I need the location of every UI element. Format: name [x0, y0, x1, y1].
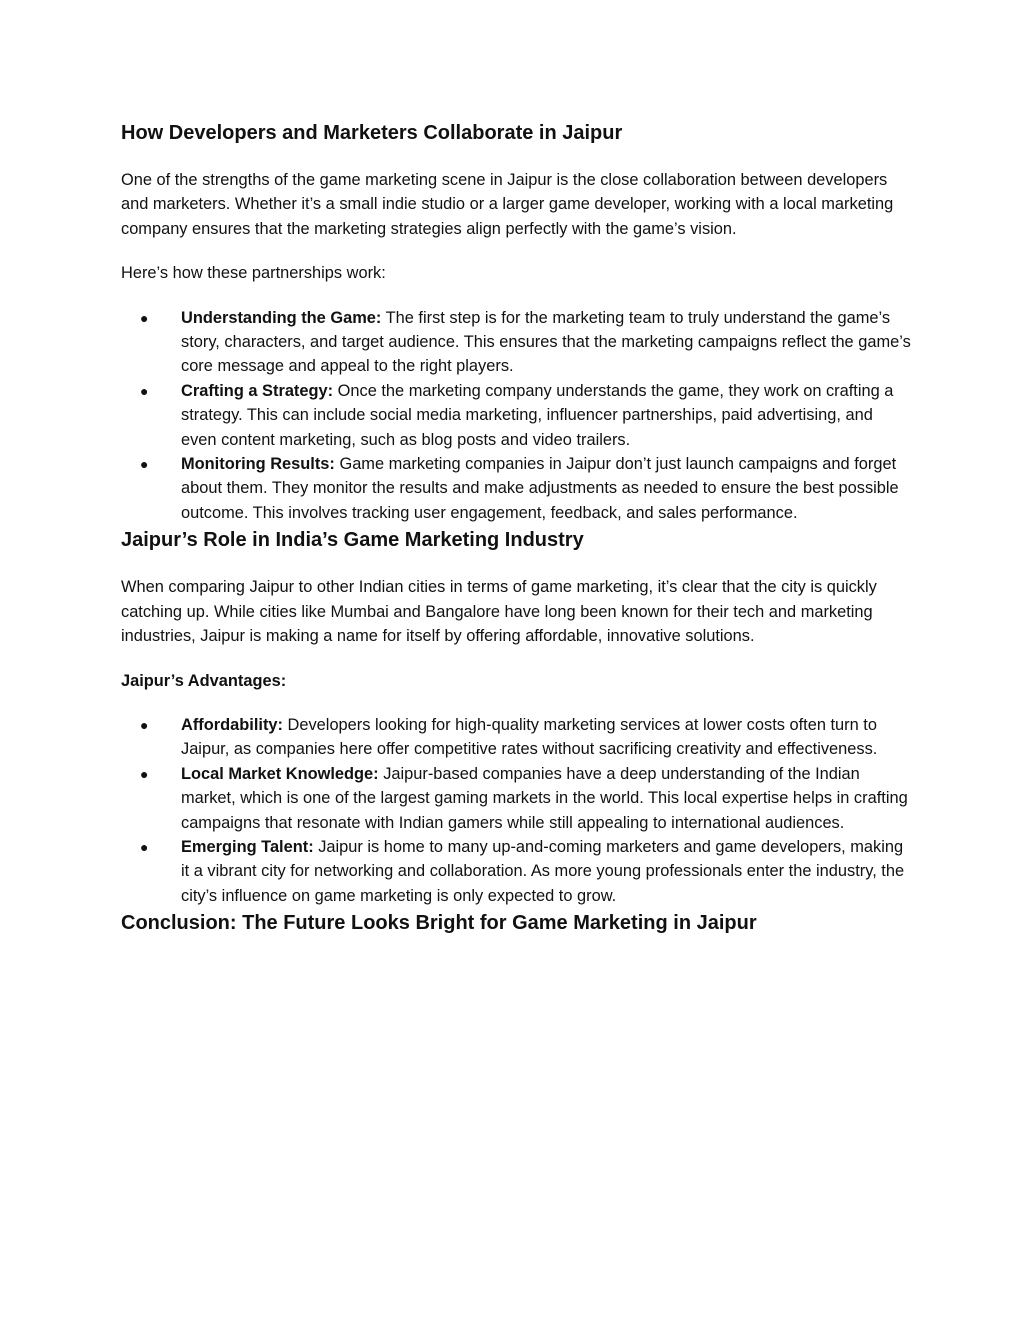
list-item: [121, 762, 911, 835]
list-item-text: Jaipur-based companies have a deep understanding of the Indian market, which is one of the largest gaming markets in the world. This local expertise helps in crafting campaigns that resonate with Indian gamers while still appealing to international audiences.: [181, 764, 908, 832]
list-item: [121, 835, 911, 908]
bullet-icon: ●: [140, 765, 149, 782]
list-item: [121, 452, 911, 525]
paragraph-partnerships-lead: Here’s how these partnerships work:: [121, 264, 386, 283]
bullet-icon: ●: [140, 838, 149, 855]
bullet-icon: ●: [140, 716, 149, 733]
subheading-advantages: Jaipur’s Advantages:: [121, 671, 287, 690]
advantages-list: [121, 713, 911, 908]
list-item-text: Once the marketing company understands the game, they work on crafting a strategy. This can include social media marketing, influencer partnerships, paid advertising, and even content marketing, such as blog posts and video trailers.: [181, 381, 894, 449]
section-heading-conclusion: Conclusion: The Future Looks Bright for Game Marketing in Jaipur: [121, 912, 757, 935]
list-item-term: Emerging Talent:: [181, 837, 314, 856]
list-item: [121, 306, 911, 379]
list-item-term: Local Market Knowledge:: [181, 764, 379, 783]
list-item-text: Jaipur is home to many up-and-coming marketers and game developers, making it a vibrant city for networking and collaboration. As more young professionals enter the industry, the city’s influence on game marketing is only expected to grow.: [181, 837, 905, 905]
document-page: [121, 118, 911, 938]
bullet-icon: ●: [140, 382, 149, 399]
list-item-text: Developers looking for high-quality marketing services at lower costs often turn to Jaipur, as companies here offer competitive rates without sacrificing creativity and effectiveness.: [181, 715, 878, 759]
paragraph-jaipur-comparison: When comparing Jaipur to other Indian cities in terms of game marketing, it’s clear that the city is quickly catching up. While cities like Mumbai and Bangalore have long been known for their tech and marketing industries, Jaipur is making a name for itself by offering affordable, innovative solutions.: [121, 578, 877, 646]
list-item-term: Affordability:: [181, 715, 283, 734]
list-item-term: Monitoring Results:: [181, 455, 335, 474]
list-item: [121, 379, 911, 452]
bullet-icon: ●: [140, 309, 149, 326]
list-item-term: Understanding the Game:: [181, 308, 382, 327]
list-item: [121, 713, 911, 762]
list-item-text: The first step is for the marketing team to truly understand the game’s story, characters, and target audience. This ensures that the marketing campaigns reflect the game’s core message and appeal to the right players.: [181, 308, 911, 376]
section-heading-jaipur-role: Jaipur’s Role in India’s Game Marketing Industry: [121, 529, 584, 552]
paragraph-collaboration-intro: One of the strengths of the game marketing scene in Jaipur is the close collaboration between developers and marketers. Whether it’s a small indie studio or a larger game developer, working with a local marketing company ensures that the marketing strategies align perfectly with the game’s vision.: [121, 171, 894, 238]
bullet-icon: ●: [140, 456, 149, 473]
section-heading-collaboration: How Developers and Marketers Collaborate in Jaipur: [121, 122, 623, 144]
list-item-term: Crafting a Strategy:: [181, 381, 334, 400]
partnership-steps-list: [121, 306, 911, 526]
list-item-text: Game marketing companies in Jaipur don’t just launch campaigns and forget about them. They monitor the results and make adjustments as needed to ensure the best possible outcome. This involves tracking user engagement, feedback, and sales performance.: [181, 455, 899, 522]
